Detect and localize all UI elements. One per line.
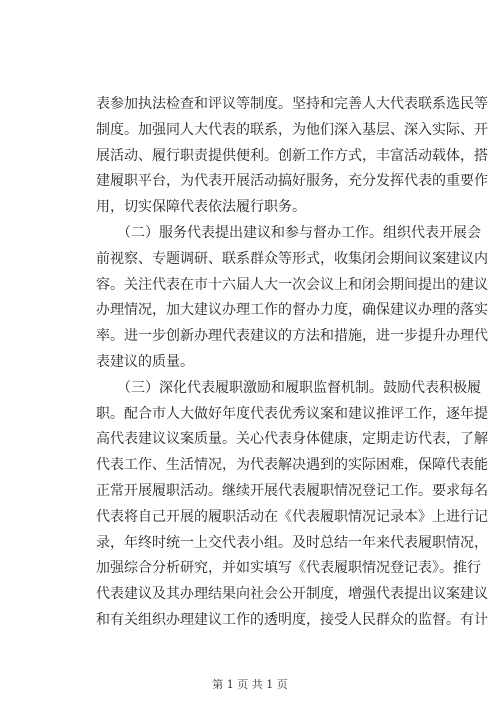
text-line: 表建议的质量。 [96,353,194,370]
text-line: （二）服务代表提出建议和参与督办工作。组织代表开展会 [96,224,481,241]
text-line: 加强综合分析研究，并如实填写《代表履职情况登记表》。推行 [96,560,481,577]
text-line: 代表将自己开展的履职活动在《代表履职情况记录本》上进行记 [96,508,488,525]
text-line: 办理情况，加大建议办理工作的督办力度，确保建议办理的落实 [96,302,488,319]
text-line: 代表工作、生活情况，为代表解决遇到的实际困难，保障代表能 [96,457,488,474]
text-line: 录，年终时统一上交代表小组。及时总结一年来代表履职情况， [96,534,488,551]
text-line: 建履职平台，为代表开展活动搞好服务，充分发挥代表的重要作 [96,173,488,190]
text-line: 前视察、专题调研、联系群众等形式，收集闭会期间议案建议内 [96,250,488,267]
text-line: 制度。加强同人大代表的联系，为他们深入基层、深入实际、开 [96,121,488,138]
text-line: 用，切实保障代表依法履行职务。 [96,199,306,216]
text-line: （三）深化代表履职激励和履职监督机制。鼓励代表积极履 [96,379,481,396]
body-text [96,92,488,634]
text-line: 高代表建议议案质量。关心代表身体健康，定期走访代表，了解 [96,431,488,448]
text-line: 容。关注代表在市十六届人大一次会议上和闭会期间提出的建议 [96,276,488,293]
text-line: 展活动、履行职责提供便利。创新工作方式，丰富活动载体，搭 [96,147,488,164]
text-line: 代表建议及其办理结果向社会公开制度，增强代表提出议案建议 [96,586,488,603]
text-line: 率。进一步创新办理代表建议的方法和措施，进一步提升办理代 [96,328,488,345]
text-line: 正常开展履职活动。继续开展代表履职情况登记工作。要求每名 [96,482,488,499]
text-line: 职。配合市人大做好年度代表优秀议案和建议推评工作，逐年提 [96,405,488,422]
text-line: 表参加执法检查和评议等制度。坚持和完善人大代表联系选民等 [96,96,488,112]
page-footer: 第 1 页 共 1 页 [212,678,288,691]
text-line: 和有关组织办理建议工作的透明度，接受人民群众的监督。有计 [96,611,488,628]
